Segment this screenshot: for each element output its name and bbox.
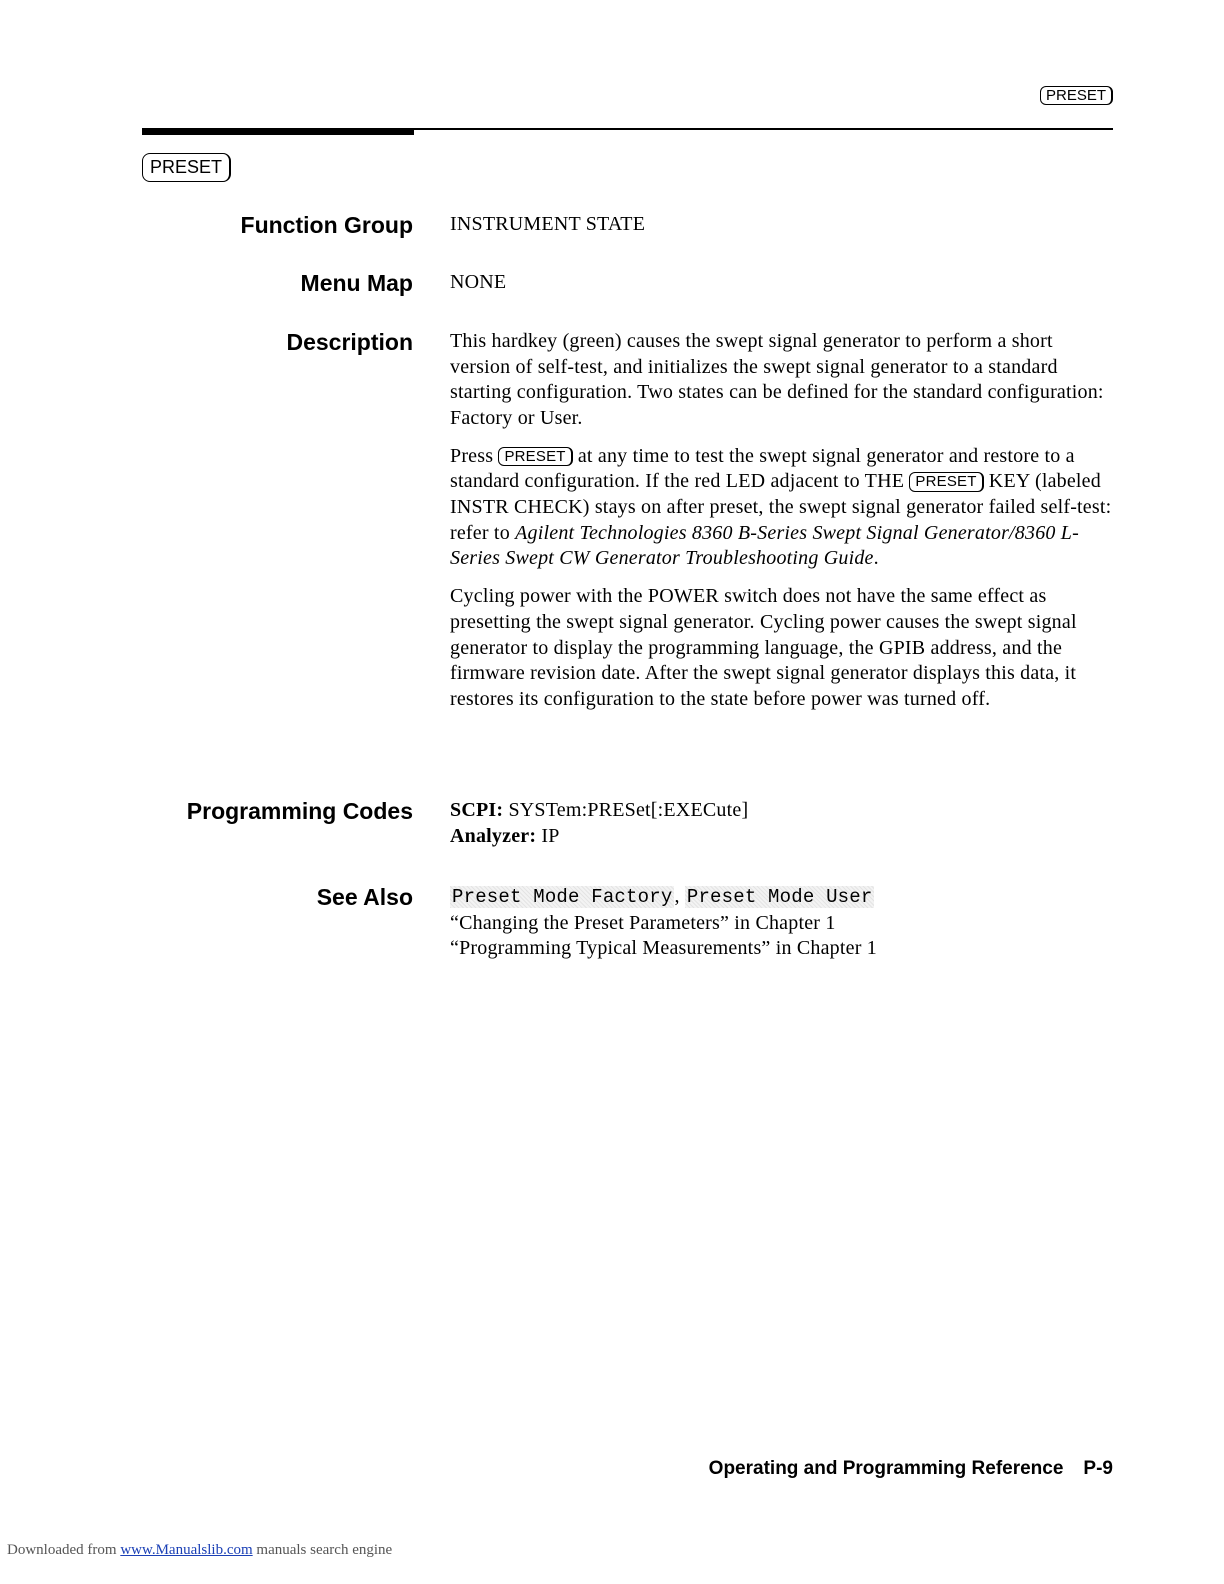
see-also-body	[450, 884, 1115, 962]
header-preset-key: PRESET	[1040, 86, 1113, 105]
programming-codes-body	[450, 798, 1115, 849]
page-title-preset-key: PRESET	[142, 153, 231, 182]
preset-mode-factory-link[interactable]: Preset Mode Factory	[452, 886, 673, 908]
scpi-command: SYSTem:PRESet[:EXECute]	[508, 799, 749, 821]
manualslib-link[interactable]: www.Manualslib.com	[120, 1542, 253, 1558]
description-body	[450, 329, 1115, 725]
analyzer-command: IP	[541, 824, 560, 847]
function-group-value: INSTRUMENT STATE	[450, 213, 646, 235]
function-group-label: Function Group	[240, 212, 413, 238]
preset-key-inline: PRESET	[498, 447, 572, 466]
footer-page-number: P-9	[1083, 1458, 1113, 1479]
description-paragraph-3: Cycling power with the POWER switch does not have the same effect as presetting the swept signal generator. Cycling power causes the swept signal generator to display the programming language, the GPIB address, and the firmware revision date. After the swept signal generator displays this data, it restores its configuration to the state before power was turned off.	[450, 585, 1077, 710]
description-text: .	[873, 547, 879, 570]
download-prefix: Downloaded from	[7, 1542, 117, 1558]
scpi-label: SCPI:	[450, 799, 504, 821]
page-footer	[709, 1458, 1113, 1480]
see-also-label: See Also	[316, 884, 413, 910]
scpi-line	[450, 798, 1115, 824]
see-also-softkeys	[450, 884, 1115, 911]
analyzer-label: Analyzer:	[450, 824, 537, 847]
analyzer-line	[450, 824, 1115, 850]
header-rule-thick	[142, 128, 414, 135]
download-suffix: manuals search engine	[256, 1542, 393, 1558]
footer-section-title: Operating and Programming Reference	[708, 1458, 1064, 1479]
description-text: at any time to test the swept signal generator and restore to a standard configuration. If the red LED adjacent to THE	[450, 444, 1075, 493]
description-text: KEY (labeled INSTR CHECK) stays on after preset, the swept signal generator failed self-test: refer to	[450, 470, 1112, 544]
see-also-separator: ,	[674, 885, 680, 907]
preset-key-inline: PRESET	[909, 472, 983, 491]
troubleshooting-guide-title: Agilent Technologies 8360 B-Series Swept Signal Generator/8360 L-Series Swept CW Generator Troubleshooting Guide	[450, 521, 1079, 570]
menu-map-label: Menu Map	[300, 270, 413, 296]
description-text: Press	[450, 444, 494, 467]
description-paragraph-1: This hardkey (green) causes the swept signal generator to perform a short version of self-test, and initializes the swept signal generator to a standard starting configuration. Two states can be defined for the standard configuration: Factory or User.	[450, 330, 1104, 429]
description-label: Description	[286, 329, 413, 355]
menu-map-value: NONE	[450, 271, 507, 293]
download-notice	[7, 1542, 392, 1559]
preset-mode-user-link[interactable]: Preset Mode User	[686, 886, 873, 908]
programming-codes-label: Programming Codes	[186, 798, 413, 824]
see-also-ref-changing-preset: “Changing the Preset Parameters” in Chapter 1	[450, 911, 836, 934]
see-also-ref-programming-typical: “Programming Typical Measurements” in Chapter 1	[450, 937, 877, 960]
description-paragraph-2	[450, 444, 1115, 572]
